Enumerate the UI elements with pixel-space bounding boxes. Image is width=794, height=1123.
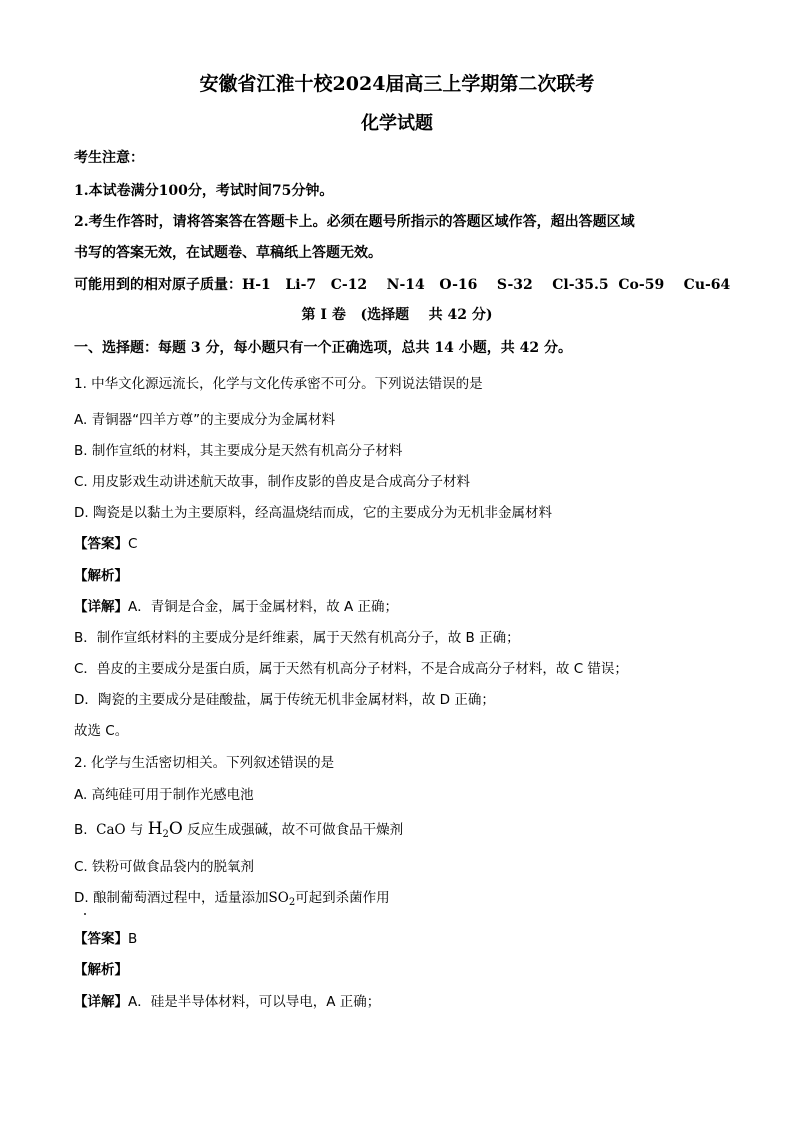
detail-tag: 【详解】 [74, 599, 128, 615]
question-1-analysis [74, 566, 128, 586]
question-1-option-a: A. 青铜器“四羊方尊”的主要成分为金属材料 [74, 412, 336, 428]
h-subscript: 2 [162, 829, 169, 840]
question-1-detail-a [74, 597, 398, 617]
h2o-formula [148, 819, 183, 839]
stray-dot-mark [84, 913, 86, 915]
question-1-option-c: C. 用皮影戏生动讲述航天故事，制作皮影的兽皮是合成高分子材料 [74, 474, 471, 490]
notice-heading: 考生注意： [74, 150, 144, 166]
question-1-option-d: D. 陶瓷是以黏土为主要原料，经高温烧结而成，它的主要成分为无机非金属材料 [74, 505, 552, 521]
notice-item-2-line-1: 2.考生作答时，请将答案答在答题卡上。必须在题号所指示的答题区域作答，超出答题区域 [74, 214, 635, 230]
question-2-option-d [74, 888, 390, 908]
so2-formula [268, 890, 295, 906]
o-symbol: O [168, 819, 183, 839]
detail-text: A．硅是半导体材料，可以导电，A 正确； [128, 994, 381, 1010]
atomic-masses: 可能用到的相对原子质量：H-1 Li-7 C-12 N-14 O-16 S-32 Cl-35.5 Co-59 Cu-64 [74, 277, 731, 293]
option-d-prefix: D. 酿制葡萄酒过程中，适量添加 [74, 890, 269, 906]
notice-item-2-line-2: 书写的答案无效，在试题卷、草稿纸上答题无效。 [74, 245, 382, 261]
document-title: 安徽省江淮十校2024届高三上学期第二次联考 [199, 73, 595, 95]
so-subscript: 2 [288, 897, 296, 908]
question-2-answer [74, 929, 137, 949]
answer-value: C [128, 536, 138, 552]
so-symbol: SO [268, 890, 289, 906]
question-1-detail-b: B．制作宣纸材料的主要成分是纤维素，属于天然有机高分子，故 B 正确； [74, 630, 520, 646]
answer-value: B [128, 931, 138, 947]
analysis-tag: 【解析】 [74, 962, 128, 978]
notice-item-1: 1.本试卷满分100分，考试时间75分钟。 [74, 183, 334, 199]
question-1-conclusion: 故选 C。 [74, 723, 129, 739]
question-2-detail-a [74, 992, 380, 1012]
part-heading: 第 I 卷 (选择题 共 42 分) [301, 307, 493, 323]
question-1-answer [74, 534, 137, 554]
question-1-option-b: B. 制作宣纸的材料，其主要成分是天然有机高分子材料 [74, 443, 403, 459]
option-d-suffix: 可起到杀菌作用 [295, 890, 390, 906]
question-2-option-b [74, 819, 403, 840]
answer-tag: 【答案】 [74, 931, 128, 947]
option-b-suffix: 反应生成强碱，故不可做食品干燥剂 [182, 822, 404, 838]
option-b-mid: 与 [125, 822, 148, 838]
answer-tag: 【答案】 [74, 536, 128, 552]
detail-tag: 【详解】 [74, 994, 128, 1010]
question-1-detail-d: D．陶瓷的主要成分是硅酸盐，属于传统无机非金属材料，故 D 正确； [74, 692, 495, 708]
document-subtitle: 化学试题 [361, 113, 433, 134]
question-2-option-c: C. 铁粉可做食品袋内的脱氧剂 [74, 859, 255, 875]
cao-formula: CaO [96, 822, 126, 838]
question-1-detail-c: C．兽皮的主要成分是蛋白质，属于天然有机高分子材料，不是合成高分子材料，故 C 错误； [74, 661, 628, 677]
question-2-stem: 2. 化学与生活密切相关。下列叙述错误的是 [74, 755, 335, 771]
question-2-analysis [74, 960, 128, 980]
question-1-stem: 1. 中华文化源远流长，化学与文化传承密不可分。下列说法错误的是 [74, 376, 483, 392]
section-heading: 一、选择题：每题 3 分，每小题只有一个正确选项，总共 14 小题，共 42 分。 [74, 340, 572, 356]
detail-text: A．青铜是合金，属于金属材料，故 A 正确； [128, 599, 399, 615]
h-symbol: H [147, 819, 163, 839]
question-2-option-a: A. 高纯硅可用于制作光感电池 [74, 787, 254, 803]
analysis-tag: 【解析】 [74, 568, 128, 584]
option-b-prefix: B. [74, 822, 97, 838]
